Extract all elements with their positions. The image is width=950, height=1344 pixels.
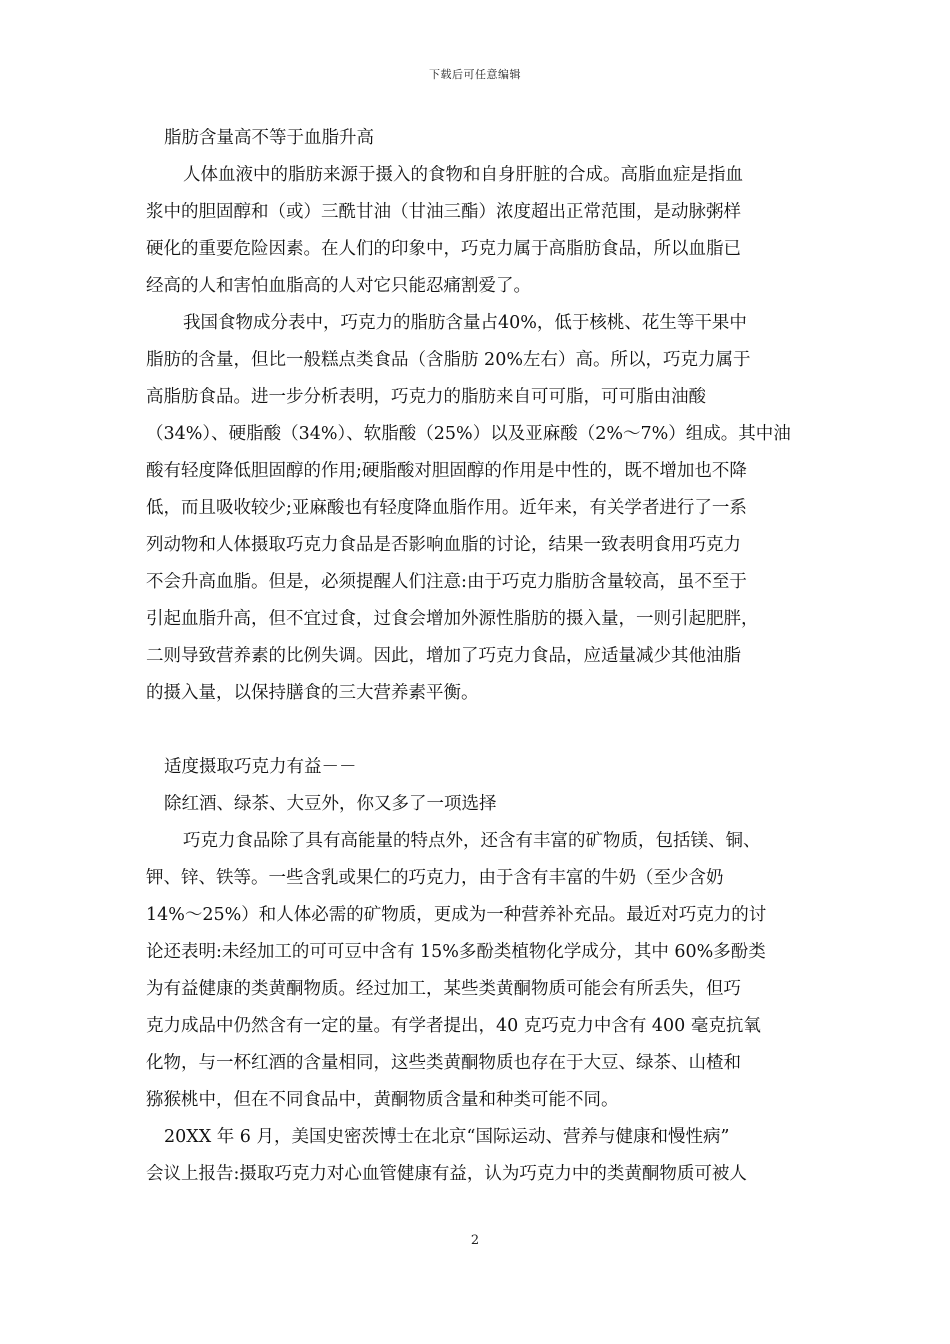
paragraph-line: 酸有轻度降低胆固醇的作用;硬脂酸对胆固醇的作用是中性的，既不增加也不降 <box>146 461 747 481</box>
section-spacer <box>146 712 822 749</box>
paragraph-line: 会议上报告:摄取巧克力对心血管健康有益，认为巧克力中的类黄酮物质可被人 <box>146 1164 747 1184</box>
paragraph <box>146 823 822 1119</box>
paragraph-line: 脂肪的含量，但比一般糕点类食品（含脂肪 20%左右）高。所以，巧克力属于 <box>146 350 751 370</box>
paragraph-line: 论还表明:未经加工的可可豆中含有 15%多酚类植物化学成分，其中 60%多酚类 <box>146 942 766 962</box>
document-body <box>146 120 822 1193</box>
paragraph-line: 硬化的重要危险因素。在人们的印象中，巧克力属于高脂肪食品，所以血脂已 <box>146 239 741 259</box>
paragraph-line: 列动物和人体摄取巧克力食品是否影响血脂的讨论，结果一致表明食用巧克力 <box>146 535 741 555</box>
paragraph-line: 引起血脂升高，但不宜过食，过食会增加外源性脂肪的摄入量，一则引起肥胖， <box>146 609 759 629</box>
paragraph <box>146 305 822 712</box>
paragraph-line: 我国食物成分表中，巧克力的脂肪含量占40%，低于核桃、花生等干果中 <box>183 313 747 333</box>
paragraph-line: 猕猴桃中，但在不同食品中，黄酮物质含量和种类可能不同。 <box>146 1090 619 1110</box>
page-number: 2 <box>470 1233 480 1248</box>
paragraph-line: 20XX 年 6 月，美国史密茨博士在北京“国际运动、营养与健康和慢性病” <box>164 1127 730 1147</box>
paragraph-line: 克力成品中仍然含有一定的量。有学者提出，40 克巧克力中含有 400 毫克抗氧 <box>146 1016 761 1036</box>
paragraph-line: 化物，与一杯红酒的含量相同，这些类黄酮物质也存在于大豆、绿茶、山楂和 <box>146 1053 741 1073</box>
paragraph-line: 钾、锌、铁等。一些含乳或果仁的巧克力，由于含有丰富的牛奶（至少含奶 <box>146 868 724 888</box>
paragraph-line: 14%～25%）和人体必需的矿物质，更成为一种营养补充品。最近对巧克力的讨 <box>146 905 767 925</box>
paragraph-line: 为有益健康的类黄酮物质。经过加工，某些类黄酮物质可能会有所丢失，但巧 <box>146 979 741 999</box>
paragraph-line: 经高的人和害怕血脂高的人对它只能忍痛割爱了。 <box>146 276 531 296</box>
section-heading: 适度摄取巧克力有益－－ <box>164 757 357 777</box>
paragraph-line: 浆中的胆固醇和（或）三酰甘油（甘油三酯）浓度超出正常范围，是动脉粥样 <box>146 202 741 222</box>
paragraph-line: 人体血液中的脂肪来源于摄入的食物和自身肝脏的合成。高脂血症是指血 <box>183 165 743 185</box>
paragraph <box>146 1119 822 1193</box>
paragraph-line: 巧克力食品除了具有高能量的特点外，还含有丰富的矿物质，包括镁、铜、 <box>183 831 761 851</box>
section-heading: 脂肪含量高不等于血脂升高 <box>164 128 374 148</box>
paragraph-line: 低，而且吸收较少;亚麻酸也有轻度降血脂作用。近年来，有关学者进行了一系 <box>146 498 747 518</box>
paragraph-line: （34%）、硬脂酸（34%）、软脂酸（25%）以及亚麻酸（2%～7%）组成。其中油 <box>146 424 791 444</box>
paragraph-line: 不会升高血脂。但是，必须提醒人们注意:由于巧克力脂肪含量较高，虽不至于 <box>146 572 747 592</box>
page-header: 下载后可任意编辑 <box>429 68 521 81</box>
section-subheading: 除红酒、绿茶、大豆外，你又多了一项选择 <box>164 794 497 814</box>
paragraph-line: 的摄入量，以保持膳食的三大营养素平衡。 <box>146 683 479 703</box>
paragraph-line: 高脂肪食品。进一步分析表明，巧克力的脂肪来自可可脂，可可脂由油酸 <box>146 387 706 407</box>
paragraph-line: 二则导致营养素的比例失调。因此，增加了巧克力食品，应适量减少其他油脂 <box>146 646 741 666</box>
paragraph <box>146 157 822 305</box>
